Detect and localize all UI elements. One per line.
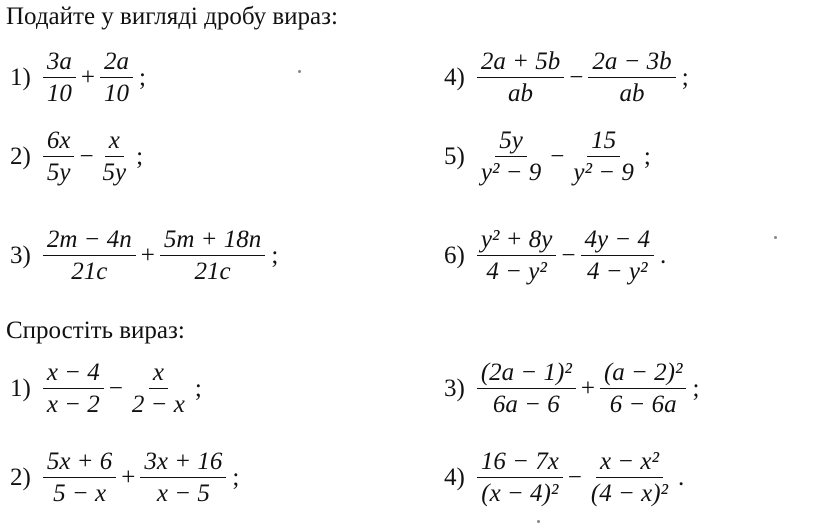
denominator: 5y	[46, 159, 71, 186]
denominator: y² − 9	[573, 159, 634, 186]
exercise-number: 1)	[10, 374, 31, 402]
operator: −	[569, 63, 584, 91]
end-mark: ;	[138, 63, 146, 91]
denominator: x − 2	[46, 391, 100, 418]
fraction	[43, 125, 75, 188]
fraction	[43, 446, 116, 509]
scan-speck	[298, 70, 301, 73]
numerator: (2a − 1)²	[477, 357, 576, 389]
operator: −	[108, 374, 123, 402]
denominator: 4 − y²	[587, 258, 648, 285]
denominator: 10	[103, 80, 129, 107]
exercise-1-6	[444, 224, 666, 287]
exercise-number: 3)	[444, 374, 465, 402]
fraction	[477, 224, 557, 287]
numerator: 5x + 6	[43, 446, 116, 478]
fraction	[569, 125, 637, 188]
numerator: 16 − 7x	[477, 446, 563, 478]
operator: +	[140, 241, 155, 269]
exercise-number: 2)	[10, 142, 31, 170]
exercise-2-1	[10, 357, 202, 420]
numerator: y² + 8y	[477, 224, 557, 256]
numerator: 2a − 3b	[588, 46, 675, 78]
fraction	[477, 125, 545, 188]
end-mark: ;	[643, 142, 651, 170]
numerator: x − 4	[43, 357, 104, 389]
numerator: x − x²	[596, 446, 663, 478]
denominator: 5 − x	[53, 480, 107, 507]
end-mark: .	[678, 463, 685, 491]
fraction	[99, 125, 131, 188]
end-mark: ;	[692, 374, 700, 402]
exercise-number: 2)	[10, 463, 31, 491]
section1-heading: Подайте у вигляді дробу вираз:	[6, 3, 338, 30]
fraction	[477, 357, 576, 420]
exercise-number: 6)	[444, 241, 465, 269]
denominator: 6a − 6	[492, 391, 560, 418]
operator: +	[121, 463, 136, 491]
operator: +	[580, 374, 595, 402]
scan-speck	[537, 520, 540, 523]
denominator: (4 − x)²	[590, 480, 669, 507]
exercise-number: 4)	[444, 463, 465, 491]
end-mark: ;	[271, 241, 279, 269]
fraction	[477, 446, 563, 509]
end-mark: .	[659, 241, 667, 269]
numerator: 5y	[495, 125, 527, 157]
fraction	[588, 46, 675, 109]
fraction	[43, 357, 104, 420]
numerator: 15	[587, 125, 620, 157]
denominator: 21c	[71, 258, 108, 285]
operator: +	[80, 63, 95, 91]
numerator: (a − 2)²	[600, 357, 687, 389]
section2-heading: Спростіть вираз:	[6, 317, 185, 344]
denominator: 5y	[102, 159, 127, 186]
fraction	[600, 357, 687, 420]
numerator: x	[105, 125, 124, 157]
fraction	[477, 46, 564, 109]
operator: −	[561, 241, 576, 269]
numerator: 4y − 4	[581, 224, 654, 256]
operator: −	[79, 142, 94, 170]
denominator: ab	[508, 80, 534, 107]
scan-speck	[774, 236, 777, 239]
exercise-number: 3)	[10, 241, 31, 269]
exercise-1-1	[10, 46, 146, 109]
fraction	[100, 46, 133, 109]
operator: −	[550, 142, 565, 170]
exercise-1-3	[10, 224, 278, 287]
end-mark: ;	[681, 63, 689, 91]
exercise-number: 4)	[444, 63, 465, 91]
fraction	[587, 446, 672, 509]
numerator: 2a + 5b	[477, 46, 564, 78]
denominator: 21c	[194, 258, 231, 285]
end-mark: ;	[194, 374, 202, 402]
denominator: ab	[619, 80, 645, 107]
exercise-number: 1)	[10, 63, 31, 91]
denominator: y² − 9	[480, 159, 542, 186]
fraction	[128, 357, 189, 420]
fraction	[43, 224, 136, 287]
numerator: 6x	[43, 125, 75, 157]
denominator: 2 − x	[131, 391, 185, 418]
numerator: 5m + 18n	[160, 224, 265, 256]
exercise-1-2	[10, 125, 143, 188]
numerator: 3x + 16	[140, 446, 226, 478]
end-mark: ;	[232, 463, 240, 491]
numerator: 3a	[43, 46, 76, 78]
fraction	[581, 224, 654, 287]
fraction	[140, 446, 226, 509]
exercise-2-4	[444, 446, 684, 509]
exercise-2-2	[10, 446, 239, 509]
fraction	[43, 46, 76, 109]
numerator: 2m − 4n	[43, 224, 136, 256]
denominator: (x − 4)²	[481, 480, 559, 507]
exercise-2-3	[444, 357, 699, 420]
numerator: 2a	[100, 46, 133, 78]
exercise-1-5	[444, 125, 651, 188]
exercise-1-4	[444, 46, 689, 109]
denominator: 6 − 6a	[609, 391, 677, 418]
end-mark: ;	[136, 142, 144, 170]
denominator: 4 − y²	[486, 258, 547, 285]
operator: −	[567, 463, 582, 491]
numerator: x	[149, 357, 168, 389]
denominator: x − 5	[156, 480, 210, 507]
denominator: 10	[46, 80, 72, 107]
exercise-number: 5)	[444, 142, 465, 170]
fraction	[160, 224, 265, 287]
